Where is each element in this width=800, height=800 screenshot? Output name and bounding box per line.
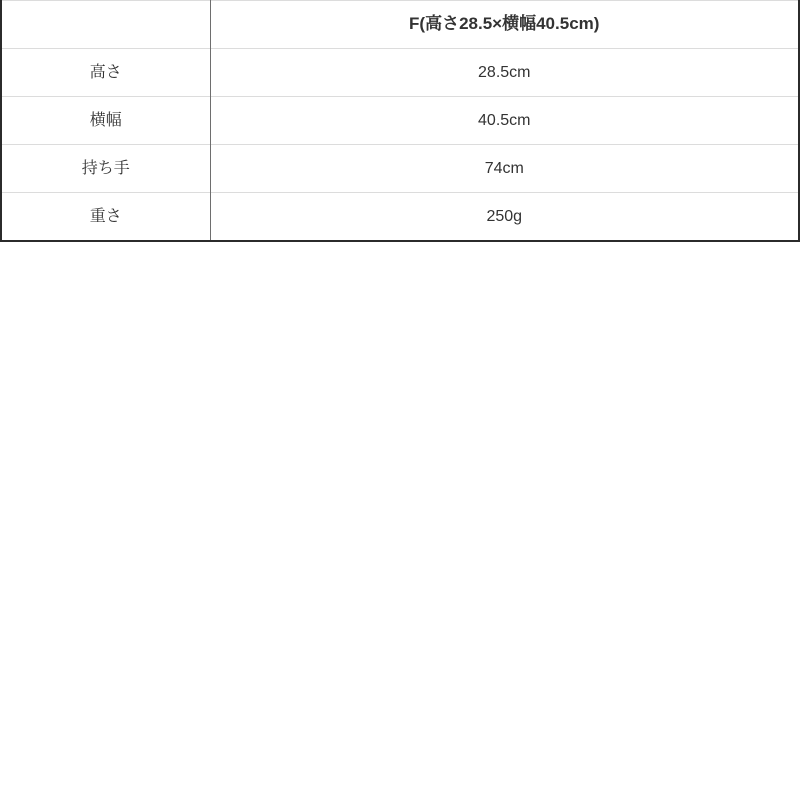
row-label: 高さ — [1, 49, 210, 97]
row-value: 40.5cm — [210, 97, 799, 145]
row-value: 250g — [210, 193, 799, 241]
table-row-weight — [1, 193, 799, 241]
row-value: 28.5cm — [210, 49, 799, 97]
size-spec-table — [0, 0, 800, 242]
header-size-cell: F(高さ28.5×横幅40.5cm) — [409, 14, 600, 34]
row-value: 74cm — [210, 145, 799, 193]
row-label: 重さ — [1, 193, 210, 241]
table-row-height — [1, 49, 799, 97]
table-row-width — [1, 97, 799, 145]
row-label: 横幅 — [1, 97, 210, 145]
header-corner-cell — [1, 1, 210, 49]
table-header-row — [1, 1, 799, 49]
table-row-handle — [1, 145, 799, 193]
row-label: 持ち手 — [1, 145, 210, 193]
